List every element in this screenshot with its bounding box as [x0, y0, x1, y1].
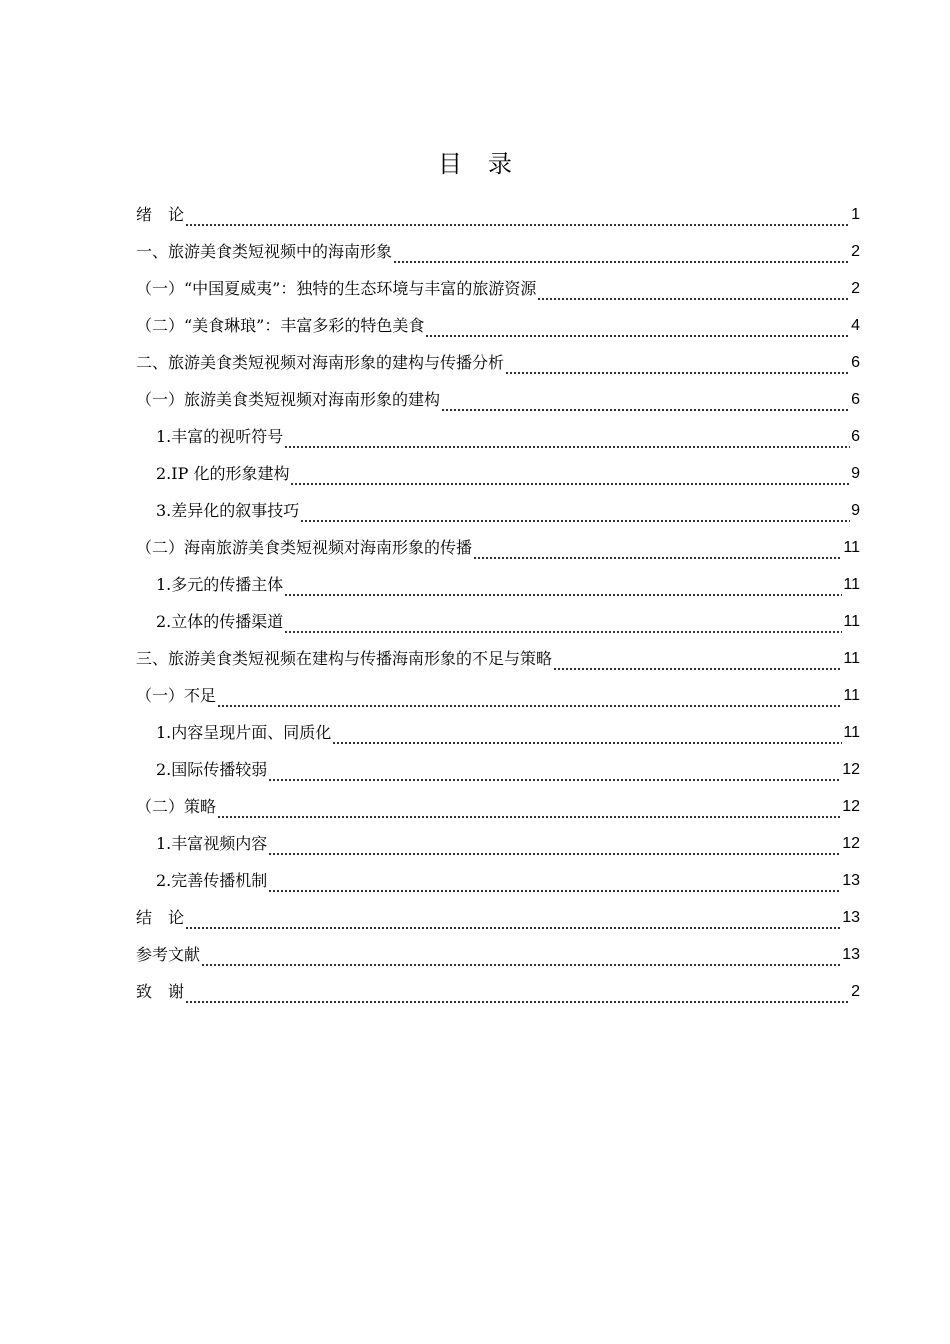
toc-entry[interactable] [136, 344, 860, 381]
toc-entry[interactable] [136, 529, 860, 566]
toc-entry[interactable] [136, 307, 860, 344]
toc-entry-page-number: 9 [851, 465, 860, 482]
toc-entry-label: 参考文献 [136, 945, 201, 964]
toc-entry-page-number: 11 [843, 650, 860, 667]
toc-entry-page-number: 6 [851, 354, 860, 371]
toc-entry[interactable] [136, 455, 860, 492]
toc-leader-dots [537, 270, 850, 307]
toc-entry-label: 二、旅游美食类短视频对海南形象的建构与传播分析 [136, 353, 505, 372]
toc-entry-label: 3.差异化的叙事技巧 [156, 501, 300, 520]
toc-entry[interactable] [136, 381, 860, 418]
toc-entry[interactable] [136, 936, 860, 973]
toc-leader-dots [393, 233, 850, 270]
toc-entry-label: （一）不足 [136, 686, 217, 705]
toc-leader-dots [284, 603, 842, 640]
toc-entry-label: （二）策略 [136, 797, 217, 816]
toc-leader-dots [441, 381, 850, 418]
toc-leader-dots [473, 529, 842, 566]
toc-entry-page-number: 12 [842, 798, 860, 815]
toc-leader-dots [284, 418, 850, 455]
toc-entry-page-number: 11 [843, 613, 860, 630]
toc-entry-page-number: 9 [851, 502, 860, 519]
toc-entry-label: 2.完善传播机制 [156, 871, 268, 890]
toc-entry-label: 结 论 [136, 908, 185, 927]
toc-entry-page-number: 12 [842, 835, 860, 852]
toc-entry-label: （一）旅游美食类短视频对海南形象的建构 [136, 390, 441, 409]
toc-entry[interactable] [136, 714, 860, 751]
toc-entry-page-number: 13 [842, 909, 860, 926]
toc-entry-page-number: 13 [842, 946, 860, 963]
toc-entry-page-number: 2 [851, 243, 860, 260]
toc-entry-label: （二）“美食琳琅”：丰富多彩的特色美食 [136, 316, 425, 335]
toc-entry[interactable] [136, 196, 860, 233]
toc-leader-dots [332, 714, 842, 751]
toc-entry-label: 1.丰富的视听符号 [156, 427, 284, 446]
toc-entry-label: 一、旅游美食类短视频中的海南形象 [136, 242, 393, 261]
toc-entry-page-number: 2 [851, 280, 860, 297]
toc-entry-label: 1.丰富视频内容 [156, 834, 268, 853]
toc-entry-page-number: 6 [851, 428, 860, 445]
toc-leader-dots [268, 751, 841, 788]
toc-entry-page-number: 4 [851, 317, 860, 334]
toc-entry-page-number: 11 [843, 539, 860, 556]
toc-entry-page-number: 11 [843, 687, 860, 704]
toc-entry-label: 2.IP 化的形象建构 [156, 464, 290, 483]
toc-leader-dots [553, 640, 842, 677]
toc-entry[interactable] [136, 899, 860, 936]
toc-leader-dots [217, 788, 841, 825]
toc-entry-page-number: 13 [842, 872, 860, 889]
toc-entry-page-number: 11 [843, 576, 860, 593]
toc-entry-page-number: 12 [842, 761, 860, 778]
toc-leader-dots [185, 973, 850, 1010]
toc-entry[interactable] [136, 825, 860, 862]
toc-entry[interactable] [136, 677, 860, 714]
toc-entry-label: 2.国际传播较弱 [156, 760, 268, 779]
toc-entry-label: 绪 论 [136, 205, 185, 224]
toc-entry-label: （一）“中国夏威夷”：独特的生态环境与丰富的旅游资源 [136, 279, 537, 298]
toc-entry[interactable] [136, 566, 860, 603]
toc-leader-dots [268, 862, 841, 899]
toc-leader-dots [201, 936, 841, 973]
toc-entry[interactable] [136, 751, 860, 788]
toc-title: 目录 [438, 150, 538, 178]
toc-leader-dots [185, 899, 841, 936]
toc-entry[interactable] [136, 640, 860, 677]
toc-entry-page-number: 6 [851, 391, 860, 408]
toc-entry[interactable] [136, 270, 860, 307]
toc-entry[interactable] [136, 492, 860, 529]
toc-entry-label: （二）海南旅游美食类短视频对海南形象的传播 [136, 538, 473, 557]
toc-entry-label: 1.多元的传播主体 [156, 575, 284, 594]
toc-entry[interactable] [136, 788, 860, 825]
toc-entry[interactable] [136, 603, 860, 640]
toc-entry[interactable] [136, 418, 860, 455]
toc-entry-label: 1.内容呈现片面、同质化 [156, 723, 332, 742]
toc-entry-page-number: 2 [851, 983, 860, 1000]
toc-leader-dots [290, 455, 850, 492]
toc-leader-dots [217, 677, 842, 714]
toc-leader-dots [300, 492, 850, 529]
toc-entry[interactable] [136, 862, 860, 899]
toc-entry-label: 2.立体的传播渠道 [156, 612, 284, 631]
toc-entry-page-number: 1 [851, 206, 860, 223]
toc-entry-label: 三、旅游美食类短视频在建构与传播海南形象的不足与策略 [136, 649, 553, 668]
toc-entry-page-number: 11 [843, 724, 860, 741]
toc-entry[interactable] [136, 233, 860, 270]
toc-leader-dots [268, 825, 841, 862]
toc-entry-label: 致 谢 [136, 982, 185, 1001]
toc-leader-dots [284, 566, 842, 603]
table-of-contents [136, 196, 860, 1010]
toc-leader-dots [425, 307, 850, 344]
toc-leader-dots [505, 344, 850, 381]
toc-leader-dots [185, 196, 850, 233]
toc-entry[interactable] [136, 973, 860, 1010]
